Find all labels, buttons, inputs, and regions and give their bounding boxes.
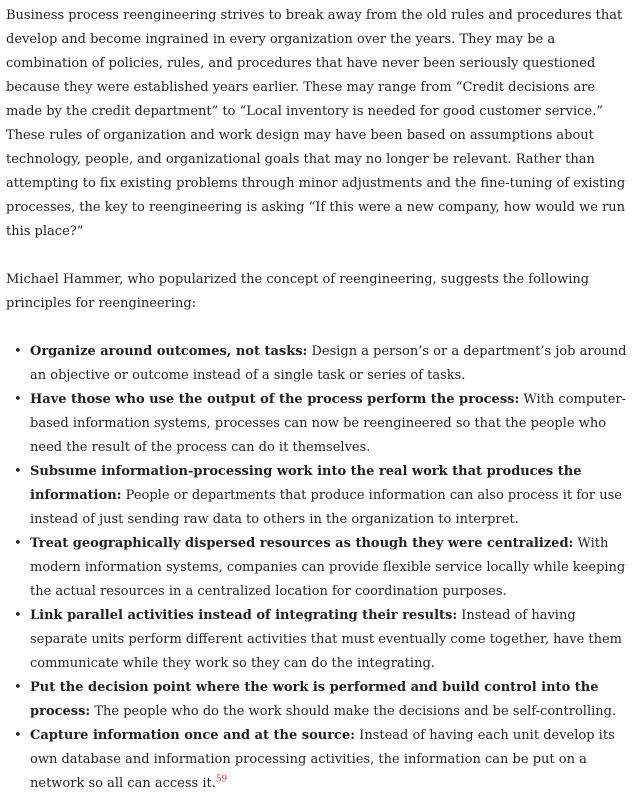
bullet-icon: • xyxy=(14,680,22,695)
principle-title: Capture information once and at the source: xyxy=(30,728,356,743)
intro-paragraph: Business process reengineering strives to break away from the old rules and procedures that develop and become ingrained in every organization over the years. They may be a combination of policies, rules, and procedures that have never been seriously questioned because they were established years earlier. These may range from “Credit decisions are made by the credit department” to “Local inventory is needed for good customer service.” These rules of organization and work design may have been based on assumptions about technology, people, and organizational goals that may no longer be relevant. Rather than attempting to fix existing problems through minor adjustments and the fine-tuning of existing processes, the key to reengineering is asking “If this were a new company, how would we run this place?” xyxy=(6,8,626,239)
principle-title: Have those who use the output of the process perform the process: xyxy=(30,392,520,407)
bullet-icon: • xyxy=(14,464,22,479)
bullet-icon: • xyxy=(14,608,22,623)
bullet-icon: • xyxy=(14,344,22,359)
principle-item xyxy=(14,388,630,460)
principle-item xyxy=(14,676,630,724)
bullet-icon: • xyxy=(14,536,22,551)
principle-text: Design a person’s or a department’s job around an objective or outcome instead of a single task or series of tasks. xyxy=(30,344,627,383)
bullet-icon: • xyxy=(14,392,22,407)
principle-item xyxy=(14,340,630,388)
principle-text: Instead of having separate units perform different activities that must eventually come together, have them communicate while they work so they can do the integrating. xyxy=(30,608,623,671)
principle-item xyxy=(14,724,630,796)
principles-list xyxy=(6,340,630,796)
principles-intro-paragraph: Michael Hammer, who popularized the concept of reengineering, suggests the following principles for reengineering: xyxy=(6,272,590,311)
principle-item xyxy=(14,460,630,532)
principle-item xyxy=(14,532,630,604)
principle-title: Put the decision point where the work is performed and build control into the process: xyxy=(30,680,599,719)
principle-title: Link parallel activities instead of integrating their results: xyxy=(30,608,458,623)
principle-text: With computer-based information systems, processes can now be reengineered so that the people who need the result of the process can do it themselves. xyxy=(30,392,627,455)
footnote-reference-link[interactable]: 59 xyxy=(215,774,228,785)
principle-text: People or departments that produce information can also process it for use instead of just sending raw data to others in the organization to interpret. xyxy=(30,488,622,527)
principle-title: Organize around outcomes, not tasks: xyxy=(30,344,308,359)
principle-text: With modern information systems, companies can provide flexible service locally while keeping the actual resources in a centralized location for coordination purposes. xyxy=(30,536,626,599)
bullet-icon: • xyxy=(14,728,22,743)
principle-text: Instead of having each unit develop its own database and information processing activities, the information can be put on a network so all can access it. xyxy=(30,728,615,791)
principle-title: Treat geographically dispersed resources as though they were centralized: xyxy=(30,536,574,551)
principle-text: The people who do the work should make the decisions and be self-controlling. xyxy=(90,704,617,719)
principle-title: Subsume information-processing work into the real work that produces the information: xyxy=(30,464,582,503)
principle-item xyxy=(14,604,630,676)
